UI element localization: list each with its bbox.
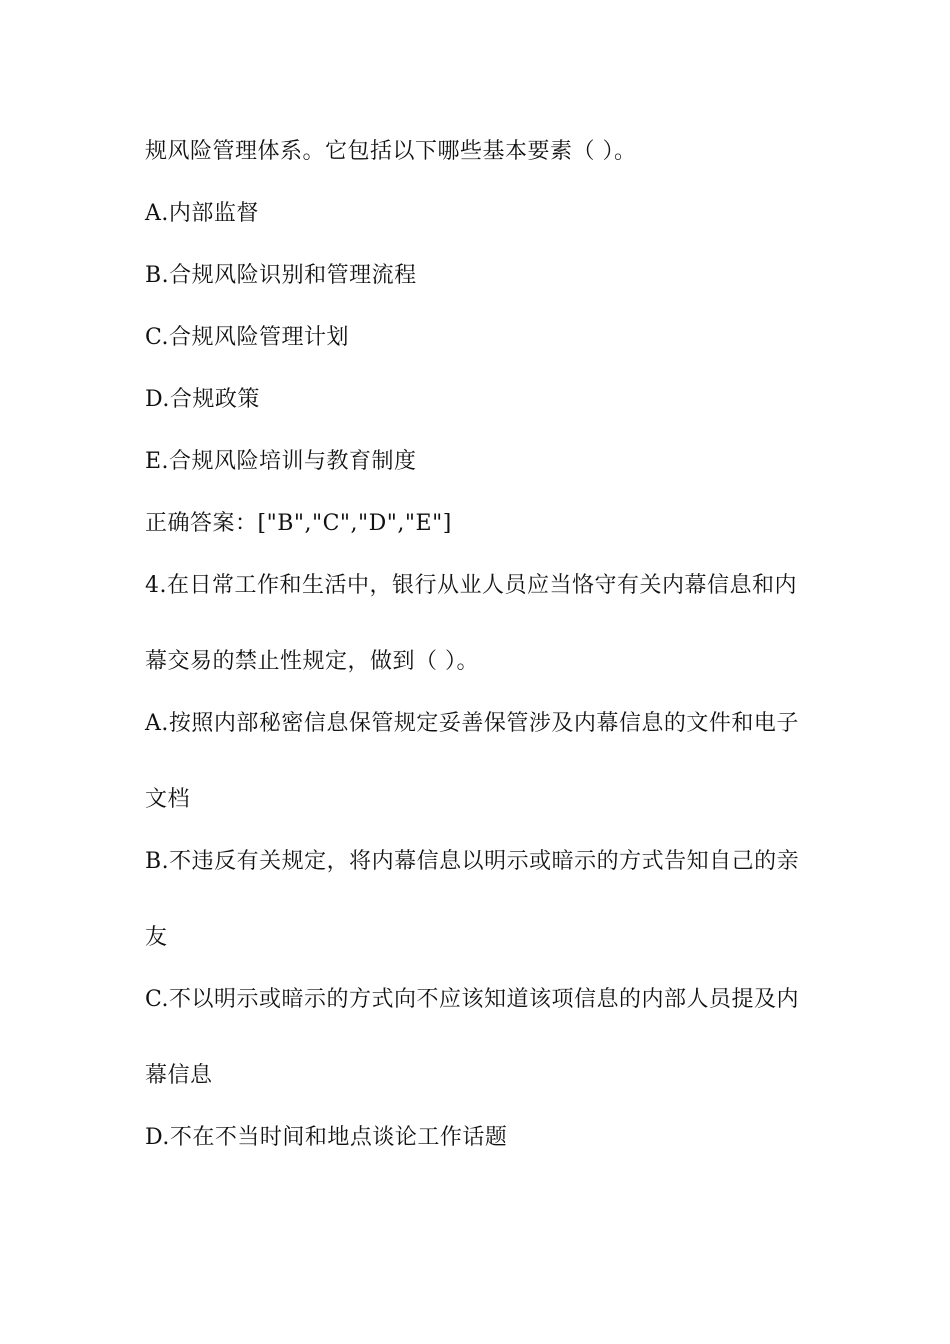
question-4-stem-line-1: 4.在日常工作和生活中，银行从业人员应当恪守有关内幕信息和内	[145, 573, 797, 598]
q3-option-b: B.合规风险识别和管理流程	[145, 263, 417, 288]
q4-option-d: D.不在不当时间和地点谈论工作话题	[145, 1125, 508, 1150]
q3-option-a: A.内部监督	[145, 201, 259, 226]
q4-option-b-line-2: 友	[145, 925, 168, 950]
q4-option-c-line-2: 幕信息	[145, 1063, 213, 1088]
q4-option-a-line-2: 文档	[145, 787, 191, 812]
q3-option-e: E.合规风险培训与教育制度	[145, 449, 417, 474]
q3-correct-answer: 正确答案：["B","C","D","E"]	[145, 511, 452, 536]
q4-option-c-line-1: C.不以明示或暗示的方式向不应该知道该项信息的内部人员提及内	[145, 987, 800, 1012]
q3-option-d: D.合规政策	[145, 387, 260, 412]
q4-option-a-line-1: A.按照内部秘密信息保管规定妥善保管涉及内幕信息的文件和电子	[145, 711, 799, 736]
q3-option-c: C.合规风险管理计划	[145, 325, 350, 350]
q4-option-b-line-1: B.不违反有关规定，将内幕信息以明示或暗示的方式告知自己的亲	[145, 849, 800, 874]
question-4-stem-line-2: 幕交易的禁止性规定，做到（ ）。	[145, 649, 479, 674]
question-3-stem-continuation: 规风险管理体系。它包括以下哪些基本要素（ ）。	[145, 139, 637, 164]
